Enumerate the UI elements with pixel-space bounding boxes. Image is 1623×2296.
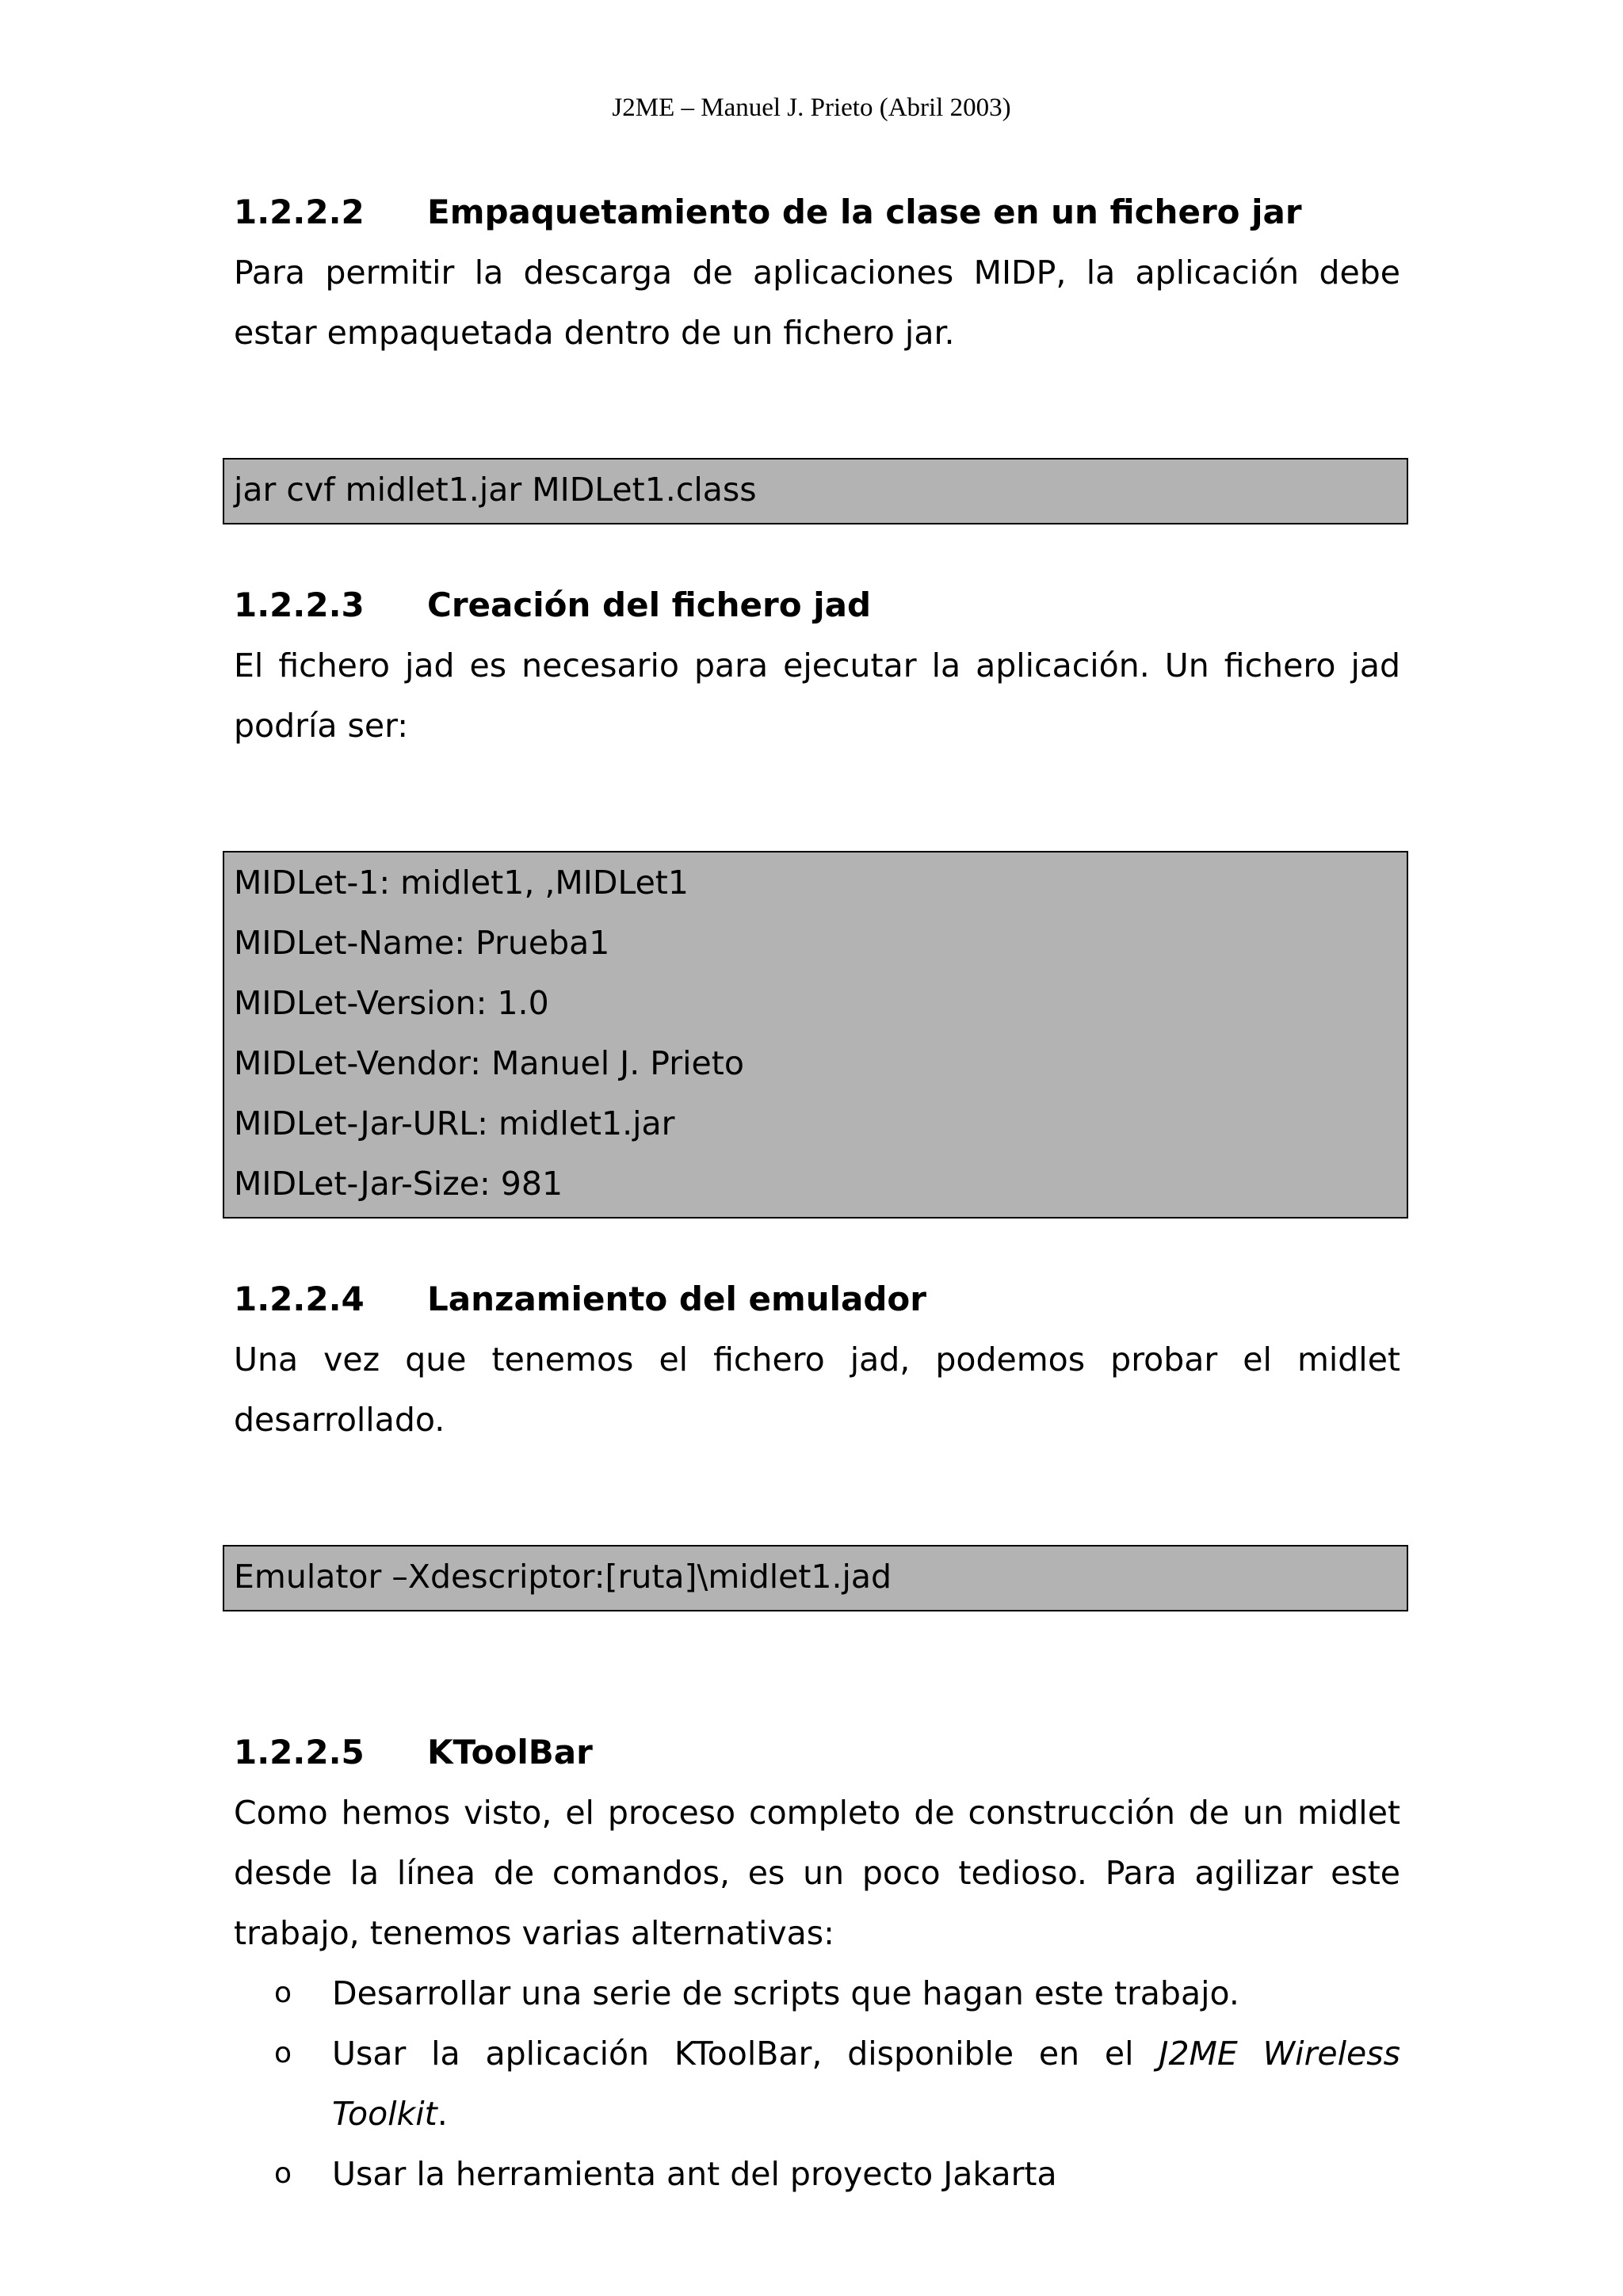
list-item: [234, 2023, 1400, 2144]
code-box: [223, 1545, 1408, 1611]
section-number: 1.2.2.5: [234, 1733, 365, 1772]
section-number: 1.2.2.2: [234, 193, 365, 231]
code-line: MIDLet-Version: 1.0: [234, 984, 549, 1022]
paragraph: El fichero jad es necesario para ejecutar la aplicación. Un fichero jad podría ser:: [234, 646, 1400, 745]
paragraph: Como hemos visto, el proceso completo de construcción de un midlet desde la línea de comandos, es un poco tedioso. Para agilizar este trabajo, tenemos varias alternativas:: [234, 1794, 1400, 1952]
list-item-text: Usar la herramienta ant del proyecto Jakarta: [332, 2155, 1057, 2193]
section-heading: [234, 575, 1400, 635]
code-line: Emulator –Xdescriptor:[ruta]\midlet1.jad: [234, 1558, 892, 1596]
list-item-text: [332, 2023, 1400, 2144]
code-line: MIDLet-1: midlet1, ,MIDLet1: [234, 864, 689, 902]
code-line: MIDLet-Jar-URL: midlet1.jar: [234, 1104, 675, 1142]
section-number: 1.2.2.3: [234, 585, 365, 624]
code-line: MIDLet-Name: Prueba1: [234, 924, 610, 962]
toolkit-name: J2ME Wireless Toolkit: [332, 2035, 1400, 2133]
bullet-marker: o: [273, 2157, 292, 2190]
code-box: [223, 458, 1408, 524]
section-heading: [234, 1269, 1400, 1329]
code-line: MIDLet-Vendor: Manuel J. Prieto: [234, 1044, 744, 1082]
list-item-text-part: Usar la aplicación KToolBar, disponible en el: [332, 2035, 1159, 2073]
bullet-marker: o: [273, 1977, 292, 2009]
paragraph: Para permitir la descarga de aplicaciones MIDP, la aplicación debe estar empaquetada dentro de un fichero jar.: [234, 254, 1400, 352]
document-body: [234, 182, 1400, 2204]
section-heading: [234, 1722, 1400, 1783]
section-number: 1.2.2.4: [234, 1280, 365, 1318]
section-title: Lanzamiento del emulador: [427, 1280, 926, 1318]
list-item-text-part: .: [437, 2095, 448, 2133]
section-title: Empaquetamiento de la clase en un fichero jar: [427, 193, 1302, 231]
code-line: MIDLet-Jar-Size: 981: [234, 1165, 563, 1203]
paragraph: Una vez que tenemos el fichero jad, podemos probar el midlet desarrollado.: [234, 1341, 1400, 1439]
bullet-marker: o: [273, 2037, 292, 2069]
page-header: J2ME – Manuel J. Prieto (Abril 2003): [612, 93, 1011, 122]
code-box: [223, 851, 1408, 1219]
section-heading: [234, 182, 1400, 242]
section-title: KToolBar: [427, 1733, 593, 1772]
list-item-text: Desarrollar una serie de scripts que hagan este trabajo.: [332, 1974, 1239, 2012]
code-line: jar cvf midlet1.jar MIDLet1.class: [234, 471, 757, 509]
bullet-list: [234, 1963, 1400, 2204]
list-item: [234, 2144, 1400, 2204]
section-title: Creación del fichero jad: [427, 585, 872, 624]
list-item: [234, 1963, 1400, 2023]
